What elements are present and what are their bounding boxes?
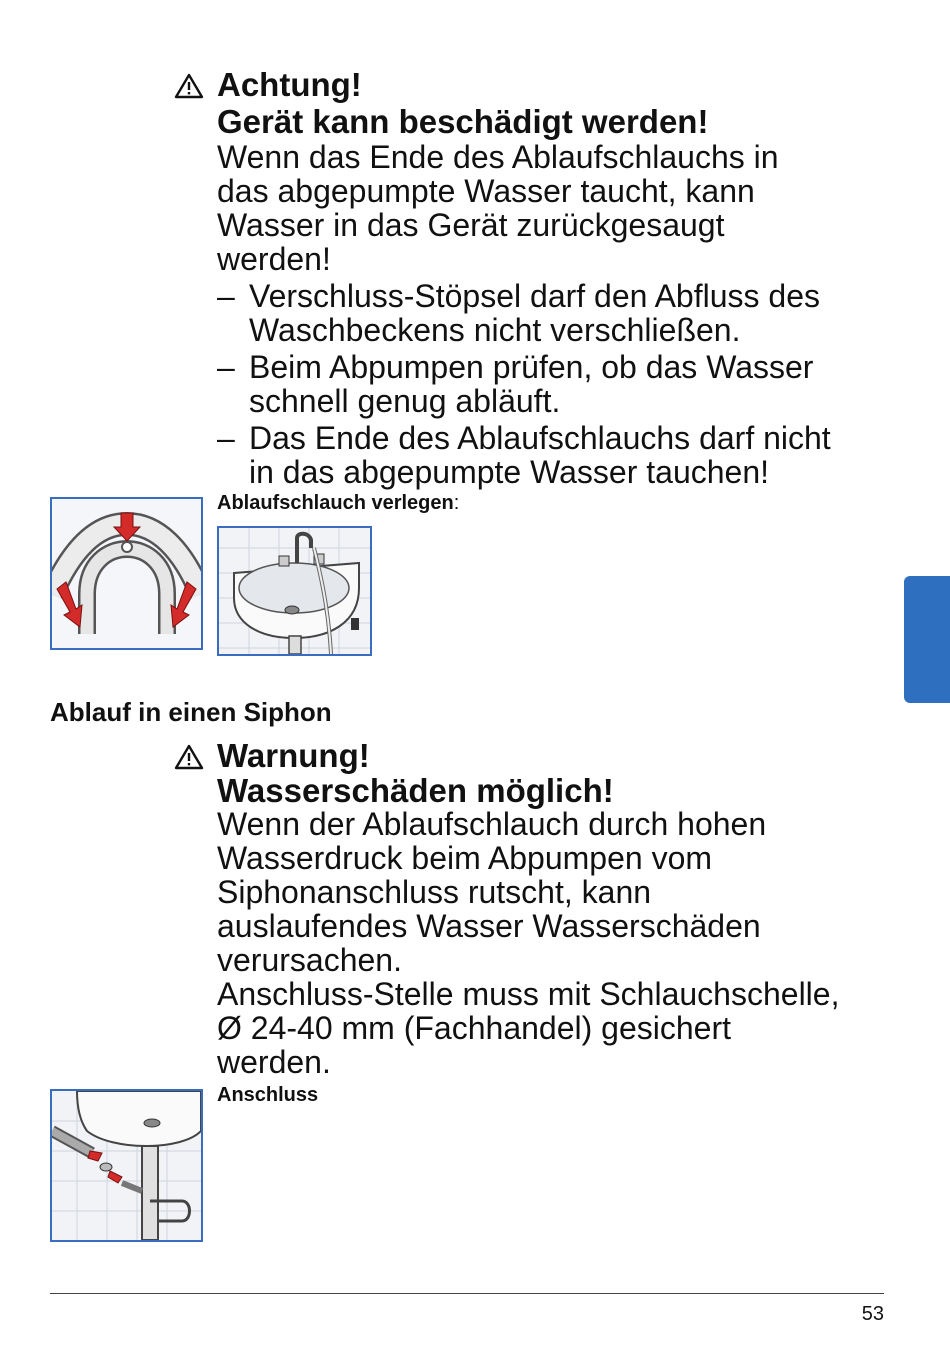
bullet-line: Das Ende des Ablaufschlauchs darf nicht — [249, 420, 831, 456]
body-line: Siphonanschluss rutscht, kann — [217, 874, 652, 910]
hose-bend-figure — [50, 497, 203, 650]
bullet-line: in das abgepumpte Wasser tauchen! — [249, 454, 770, 490]
warning-body — [217, 807, 839, 1079]
body-line: Ø 24-40 mm (Fachhandel) gesichert — [217, 1010, 731, 1046]
body-line: verursachen. — [217, 942, 402, 978]
body-line: das abgepumpte Wasser taucht, kann — [217, 173, 755, 209]
section-heading: Ablauf in einen Siphon — [50, 697, 332, 727]
warning-triangle-icon — [174, 744, 204, 770]
washbasin-figure — [217, 526, 372, 656]
bullet-item — [217, 421, 831, 489]
warning-subtitle: Wasserschäden möglich! — [217, 772, 614, 809]
siphon-illustration — [52, 1091, 201, 1240]
footer-rule — [50, 1293, 884, 1294]
body-line: auslaufendes Wasser Wasserschäden — [217, 908, 761, 944]
chapter-tab — [904, 576, 950, 703]
warning-subtitle: Gerät kann beschädigt werden! — [217, 103, 709, 140]
figure-caption — [217, 492, 459, 515]
bullet-dash: – — [217, 278, 235, 314]
warning-body — [217, 140, 831, 489]
page-number: 53 — [861, 1303, 884, 1325]
body-line: Wasser in das Gerät zurückgesaugt — [217, 207, 725, 243]
body-line: Anschluss-Stelle muss mit Schlauchschelle, — [217, 976, 840, 1012]
washbasin-illustration — [219, 528, 370, 654]
bullet-dash: – — [217, 349, 235, 385]
bullet-item — [217, 350, 831, 418]
warning-title: Achtung! — [217, 66, 362, 103]
siphon-figure — [50, 1089, 203, 1242]
warning-title: Warnung! — [217, 737, 370, 774]
bullet-line: Beim Abpumpen prüfen, ob das Wasser — [249, 349, 814, 385]
hose-bend-illustration — [52, 499, 201, 648]
body-line: werden! — [217, 241, 331, 277]
caption-label: Ablaufschlauch verlegen — [217, 492, 454, 514]
bullet-line: Waschbeckens nicht verschließen. — [249, 312, 741, 348]
body-line: Wenn der Ablaufschlauch durch hohen — [217, 806, 767, 842]
body-line: Wasserdruck beim Abpumpen vom — [217, 840, 713, 876]
figure-caption: Anschluss — [217, 1084, 319, 1106]
caption-colon: : — [453, 492, 460, 514]
body-line: Wenn das Ende des Ablaufschlauchs in — [217, 139, 779, 175]
body-line: werden. — [217, 1044, 331, 1080]
bullet-line: schnell genug abläuft. — [249, 383, 561, 419]
bullet-dash: – — [217, 420, 235, 456]
bullet-line: Verschluss-Stöpsel darf den Abfluss des — [249, 278, 820, 314]
bullet-item — [217, 279, 831, 347]
warning-triangle-icon — [174, 73, 204, 99]
